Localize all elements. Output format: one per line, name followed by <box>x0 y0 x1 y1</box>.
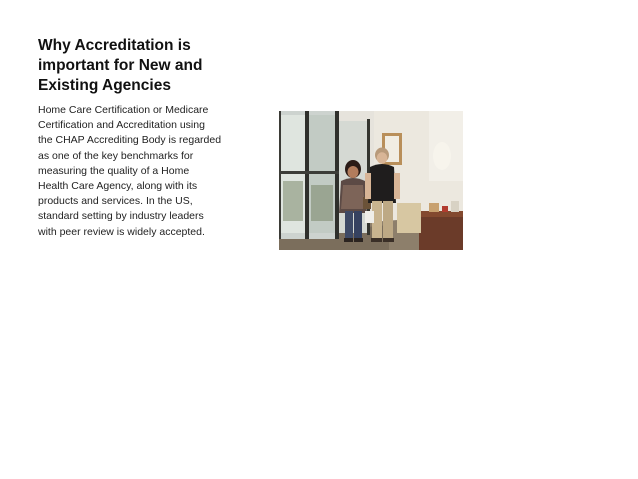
title-line: important for New and <box>38 57 203 74</box>
office-photo <box>279 111 463 250</box>
slide-title <box>38 36 238 96</box>
body-line: Health Care Agency, along with its <box>38 180 198 193</box>
body-paragraph <box>38 103 248 240</box>
body-line: the CHAP Accrediting Body is regarded <box>38 134 222 147</box>
title-line: Existing Agencies <box>38 77 171 94</box>
body-line: as one of the key benchmarks for <box>38 149 194 162</box>
office-photo-illustration <box>279 111 463 250</box>
body-line: Home Care Certification or Medicare <box>38 104 209 116</box>
body-line: products and services. In the US, <box>38 195 193 208</box>
title-line: Why Accreditation is <box>38 37 191 54</box>
body-line: Certification and Accreditation using <box>38 119 205 132</box>
body-line: with peer review is widely accepted. <box>38 225 205 238</box>
body-line: standard setting by industry leaders <box>38 210 204 223</box>
body-line: measuring the quality of a Home <box>38 164 190 177</box>
